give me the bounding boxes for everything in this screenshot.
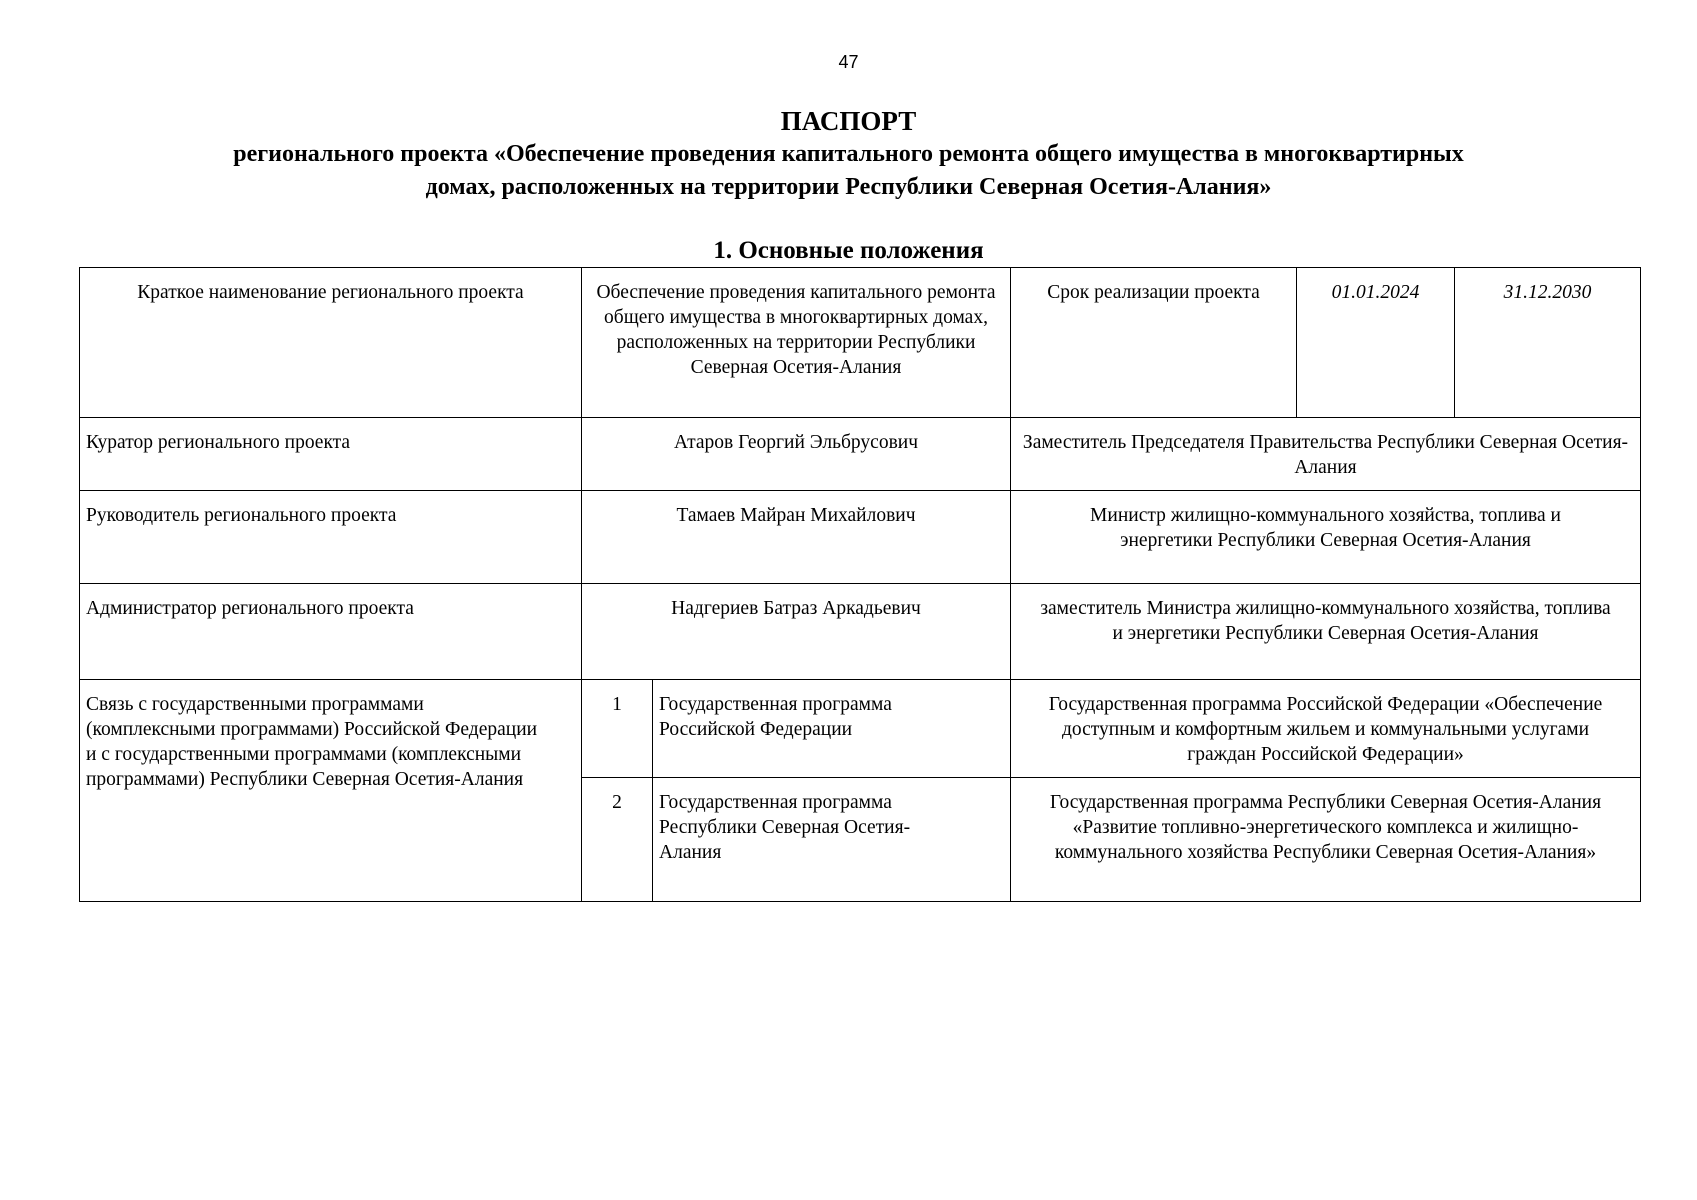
administrator-label: Администратор регионального проекта	[80, 584, 582, 680]
table-row-head	[80, 491, 1641, 584]
section-heading: 1. Основные положения	[713, 237, 984, 264]
end-date: 31.12.2030	[1455, 268, 1641, 418]
program-2-name: Государственная программа Республики Северная Осетия-Алания «Развитие топливно-энергетического комплекса и жилищно-коммунального хозяйства Республики Северная Осетия-Алания»	[1011, 778, 1641, 902]
short-name-value: Обеспечение проведения капитального ремонта общего имущества в многоквартирных домах, расположенных на территории Республики Северная Осетия-Алания	[582, 268, 1011, 418]
curator-label: Куратор регионального проекта	[80, 418, 582, 491]
term-label: Срок реализации проекта	[1011, 268, 1297, 418]
title-line-2: домах, расположенных на территории Республики Северная Осетия-Алания»	[425, 174, 1272, 200]
head-label: Руководитель регионального проекта	[80, 491, 582, 584]
head-name: Тамаев Майран Михайлович	[582, 491, 1011, 584]
program-1-type: Государственная программа Российской Федерации	[653, 680, 1011, 778]
program-2-type: Государственная программа Республики Северная Осетия-Алания	[653, 778, 1011, 902]
head-position: Министр жилищно-коммунального хозяйства, топлива и энергетики Республики Северная Осетия-Алания	[1011, 491, 1641, 584]
title-main: ПАСПОРТ	[780, 106, 917, 136]
curator-position: Заместитель Председателя Правительства Республики Северная Осетия-Алания	[1011, 418, 1641, 491]
table-row-program-1	[80, 680, 1641, 778]
program-2-number: 2	[582, 778, 653, 902]
start-date: 01.01.2024	[1297, 268, 1455, 418]
title-line-1: регионального проекта «Обеспечение проведения капитального ремонта общего имущества в многоквартирных	[233, 141, 1464, 167]
table-row-short-name	[80, 268, 1641, 418]
document-title	[100, 104, 1597, 204]
short-name-label: Краткое наименование регионального проекта	[80, 268, 582, 418]
passport-table	[79, 267, 1641, 902]
administrator-position: заместитель Министра жилищно-коммунального хозяйства, топлива и энергетики Республики Северная Осетия-Алания	[1011, 584, 1641, 680]
curator-name: Атаров Георгий Эльбрусович	[582, 418, 1011, 491]
program-1-number: 1	[582, 680, 653, 778]
program-1-name: Государственная программа Российской Федерации «Обеспечение доступным и комфортным жильем и коммунальными услугами граждан Российской Федерации»	[1011, 680, 1641, 778]
administrator-name: Надгериев Батраз Аркадьевич	[582, 584, 1011, 680]
table-row-administrator	[80, 584, 1641, 680]
page-number: 47	[838, 52, 859, 72]
table-row-curator	[80, 418, 1641, 491]
programs-label: Связь с государственными программами (комплексными программами) Российской Федерации и с государственными программами (комплексными программами) Республики Северная Осетия-Алания	[80, 680, 582, 902]
